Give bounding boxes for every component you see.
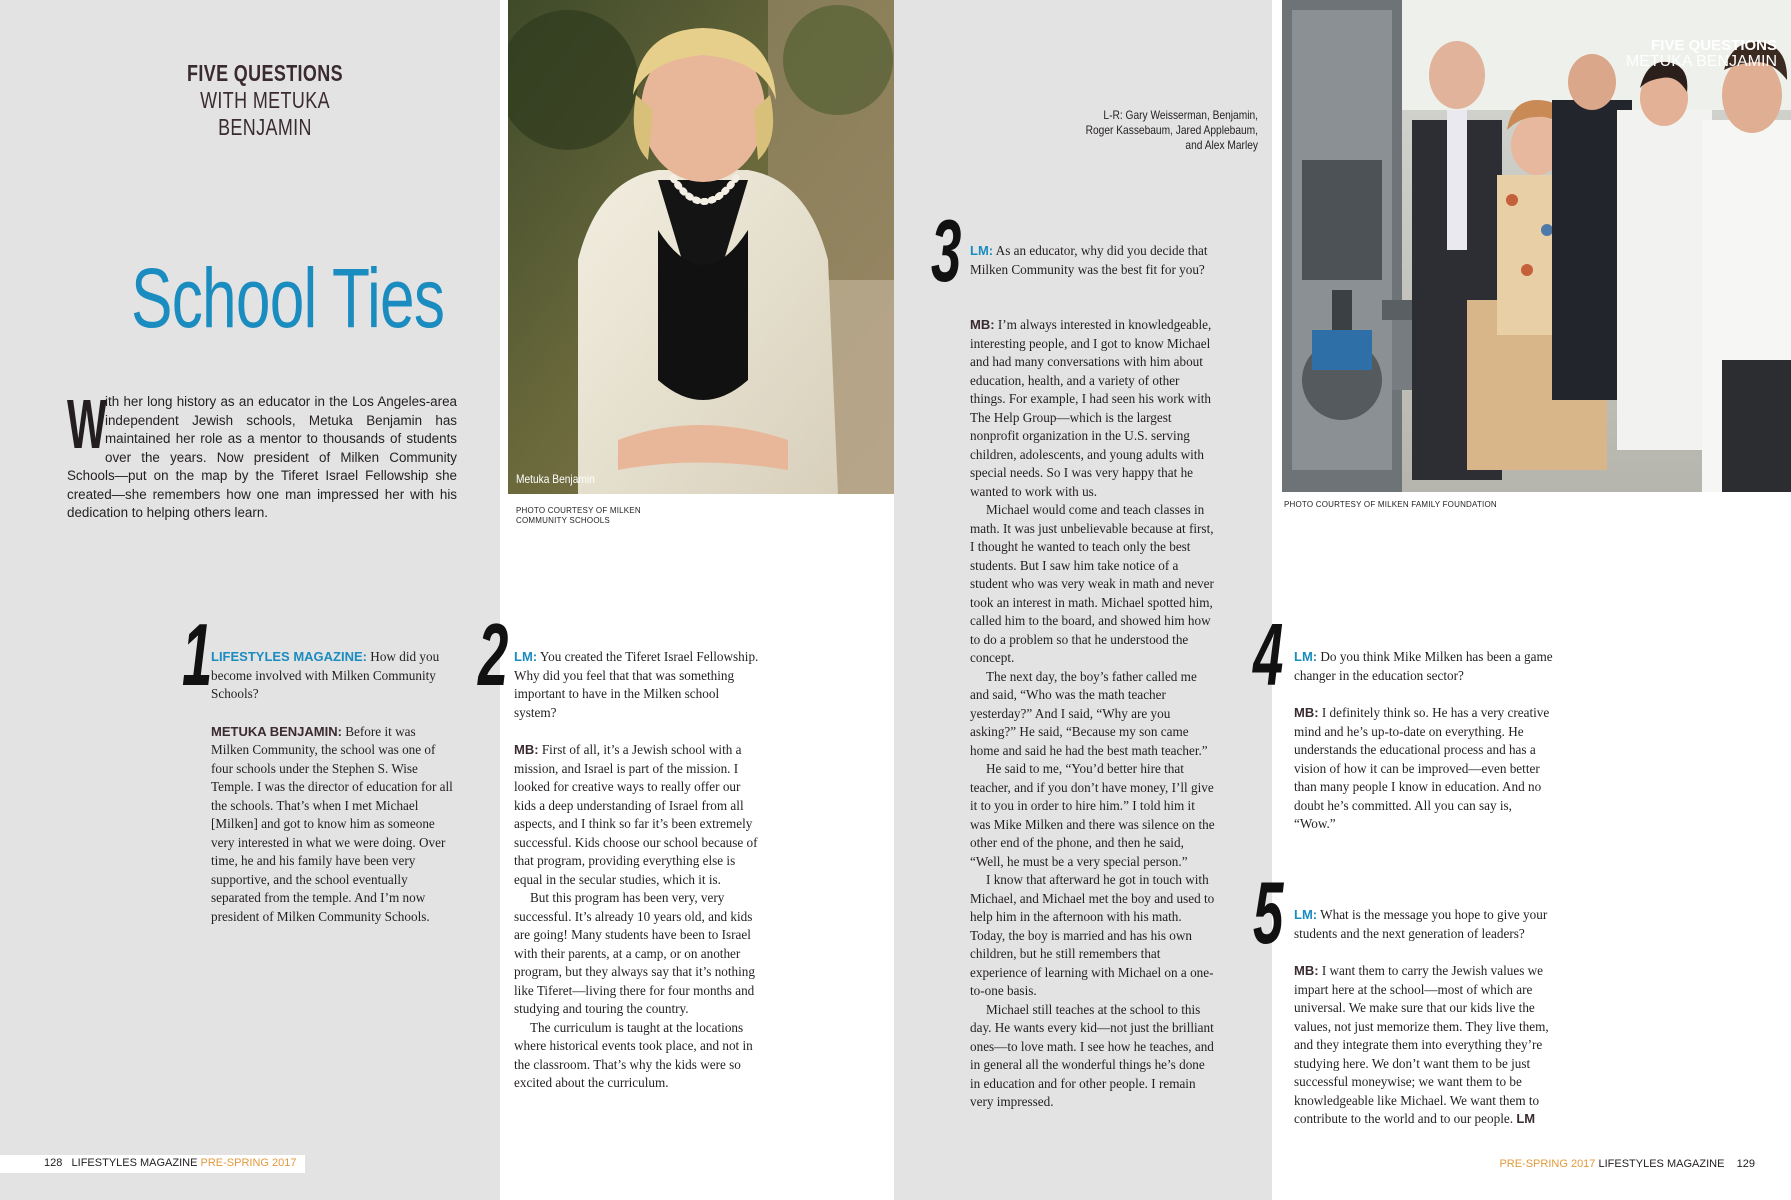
kicker-line2: WITH METUKA BENJAMIN (200, 87, 330, 140)
q1-answer-text: Before it was Milken Community, the school was one of four schools under the Stephen S. Wise Temple. I was the director of education for all the schools. That’s when I met Michael [Milken] and got to know him as someone very interested in what we were doing. Over time, he and his family have been very supportive, and the school eventually separated from the temple. And I’m now president of Milken Community Schools. (211, 723, 453, 924)
kicker-line1: FIVE QUESTIONS (187, 60, 343, 86)
q2-answer-p3: The curriculum is taught at the locations where historical events took place, and not in the classroom. That’s why the kids were so excited about the curriculum. (514, 1019, 753, 1090)
q3-question-text: As an educator, why did you decide that Milken Community was the best fit for you? (970, 243, 1208, 277)
footer-left (0, 1155, 305, 1173)
q4-question (1294, 648, 1556, 685)
right-header-kicker (1552, 38, 1777, 70)
q3-answer-p3: The next day, the boy’s father called me and said, “Who was the math teacher yesterday?” And I said, “Why are you asking?” He said, “Because my son came home and said he had the best math teacher.” (970, 668, 1208, 758)
question-number-2: 2 (478, 605, 509, 704)
caption-line3: and Alex Marley (1185, 138, 1258, 152)
q2-question (514, 648, 760, 722)
question-number-1: 1 (182, 605, 213, 704)
dropcap: W (67, 385, 107, 463)
q5-question-label: LM: (1294, 907, 1318, 922)
magazine-name-left: LIFESTYLES MAGAZINE (71, 1157, 198, 1169)
question-number-5: 5 (1253, 863, 1284, 962)
magazine-name-right: LIFESTYLES MAGAZINE (1598, 1158, 1725, 1170)
q3-answer-block (970, 316, 1216, 1112)
footer-right (1499, 1158, 1755, 1170)
portrait-photo (508, 0, 894, 494)
q3-answer-p6: Michael still teaches at the school to this day. He wants every kid—not just the brilliant ones—to love math. I see how he teaches, and in general all the wonderful things he’s done in education and for other people. I remain very impressed. (970, 1001, 1214, 1109)
page-title: School Ties (131, 251, 445, 345)
q5-answer (1294, 962, 1556, 1129)
right-kicker-line1: FIVE QUESTIONS (1651, 37, 1777, 54)
q1-question (211, 648, 453, 704)
portrait-credit-line1: PHOTO COURTESY OF MILKEN (516, 506, 641, 515)
group-photo-caption (1073, 108, 1258, 153)
caption-line2: Roger Kassebaum, Jared Applebaum, (1085, 123, 1258, 137)
portrait-label: Metuka Benjamin (516, 472, 595, 486)
group-photo-credit: PHOTO COURTESY OF MILKEN FAMILY FOUNDATION (1284, 500, 1497, 509)
q4-answer-text: I definitely think so. He has a very creative mind and he’s up-to-date on everything. He understands the educational process and has a vision of how it can be improved—even better than many people I know in education. And no doubt he’s committed. All you can say is, “Wow.” (1294, 705, 1550, 831)
right-kicker-line2: METUKA BENJAMIN (1625, 53, 1777, 70)
caption-line1: L-R: Gary Weisserman, Benjamin, (1103, 108, 1258, 122)
q1-answer-label: METUKA BENJAMIN: (211, 723, 342, 739)
intro-paragraph (67, 385, 457, 523)
q1-column (211, 648, 453, 926)
q2-answer-label: MB: (514, 742, 539, 757)
q3-question-block (970, 242, 1220, 279)
q4-answer-label: MB: (1294, 705, 1319, 720)
portrait-image (508, 0, 894, 494)
q4-question-text: Do you think Mike Milken has been a game changer in the education sector? (1294, 649, 1553, 683)
group-photo (1282, 0, 1791, 492)
question-number-3: 3 (931, 201, 962, 300)
q5-answer-text: I want them to carry the Jewish values we impart here at the school—most of which are universal. We make sure that our kids live the values, not just memorize them. They live them, and they integrate them into everything they’re studying here. We don’t want them to be just successful moneywise; we want them to be knowledgeable like Michael. We want them to contribute to the world and to our people. (1294, 963, 1549, 1126)
q5-answer-label: MB: (1294, 963, 1319, 978)
header-kicker (130, 60, 400, 141)
q3-question (970, 242, 1220, 279)
left-gray-panel (0, 0, 500, 1200)
q2-answer-p1 (514, 741, 760, 889)
q5-column (1294, 906, 1556, 1129)
group-image (1282, 0, 1791, 492)
q5-question-text: What is the message you hope to give your students and the next generation of leaders? (1294, 907, 1548, 941)
issue-left: PRE-SPRING 2017 (200, 1157, 297, 1169)
q5-question (1294, 906, 1556, 943)
q3-answer-p4: He said to me, “You’d better hire that teacher, and if you don’t have money, I’ll give it to you in order to hire him.” I told him it was Mike Milken and there was silence on the other end of the phone, and then he said, “Well, he must be a very special person.” (970, 761, 1215, 869)
end-mark: LM (1516, 1111, 1536, 1126)
q1-question-text: How did you become involved with Milken Community Schools? (211, 649, 440, 701)
q2-column (514, 648, 760, 1093)
portrait-credit (516, 506, 716, 526)
q2-question-label: LM: (514, 649, 538, 664)
page-number-left: 128 (44, 1157, 63, 1169)
q2-answer-p2: But this program has been very, very successful. It’s already 10 years old, and kids are going! Many students have been to Israel with their parents, at a camp, or on another program, but they always say that it’s nothing like Tiferet—living there for four months and studying and touring the country. (514, 890, 755, 1016)
portrait-credit-line2: COMMUNITY SCHOOLS (516, 516, 610, 525)
q3-answer-p5: I know that afterward he got in touch with Michael, and Michael met the boy and used to help him in the afternoon with his math. Today, the boy is married and has his own children, but he still remembers that experience of learning with Michael on a one-to-one basis. (970, 872, 1215, 998)
q1-answer (211, 723, 453, 927)
q2-question-text: You created the Tiferet Israel Fellowship. Why did you feel that that was something important to have in the Milken school system? (514, 649, 759, 720)
q3-answer-label: MB: (970, 317, 995, 332)
q2-answer-text-p1: First of all, it’s a Jewish school with a mission, and Israel is part of the mission. I looked for creative ways to really offer our kids a deep understanding of Israel from all aspects, and I think so far it’s been extremely successful. Kids choose our school because of that program, providing everything else is equal in the secular studies, which it is. (514, 742, 758, 887)
issue-right: PRE-SPRING 2017 (1499, 1158, 1596, 1170)
q1-question-label: LIFESTYLES MAGAZINE: (211, 649, 367, 664)
q3-answer-text-p1: I’m always interested in knowledgeable, interesting people, and I got to know Michael and had many conversations with him about education, health, and a variety of other things. For example, I had seen his work with The Help Group—which is the largest nonprofit organization in the U.S. serving children, adolescents, and young adults with special needs. So I was very happy that he wanted to work with us. (970, 317, 1212, 499)
q3-answer-p1 (970, 316, 1216, 501)
q3-question-label: LM: (970, 243, 994, 258)
page-number-right: 129 (1736, 1158, 1755, 1170)
q4-question-label: LM: (1294, 649, 1318, 664)
q4-answer (1294, 704, 1556, 834)
intro-text: ith her long history as an educator in the Los Angeles-area independent Jewish schools, Metuka Benjamin has maintained her role as a mentor to thousands of students over the years. Now president of Milken Community Schools—put on the map by the Tiferet Israel Fellowship she created—she remembers how one man impressed her with his dedication to helping others learn. (67, 394, 457, 520)
q4-column (1294, 648, 1556, 834)
question-number-4: 4 (1253, 605, 1284, 704)
q3-answer-p2: Michael would come and teach classes in math. It was just unbelievable because at first, I thought he wanted to teach only the best students. But I saw him take notice of a student who was very weak in math and never took an interest in math. Michael spotted him, called him to the board, and showed him how to do a problem so that he understood the concept. (970, 502, 1214, 665)
